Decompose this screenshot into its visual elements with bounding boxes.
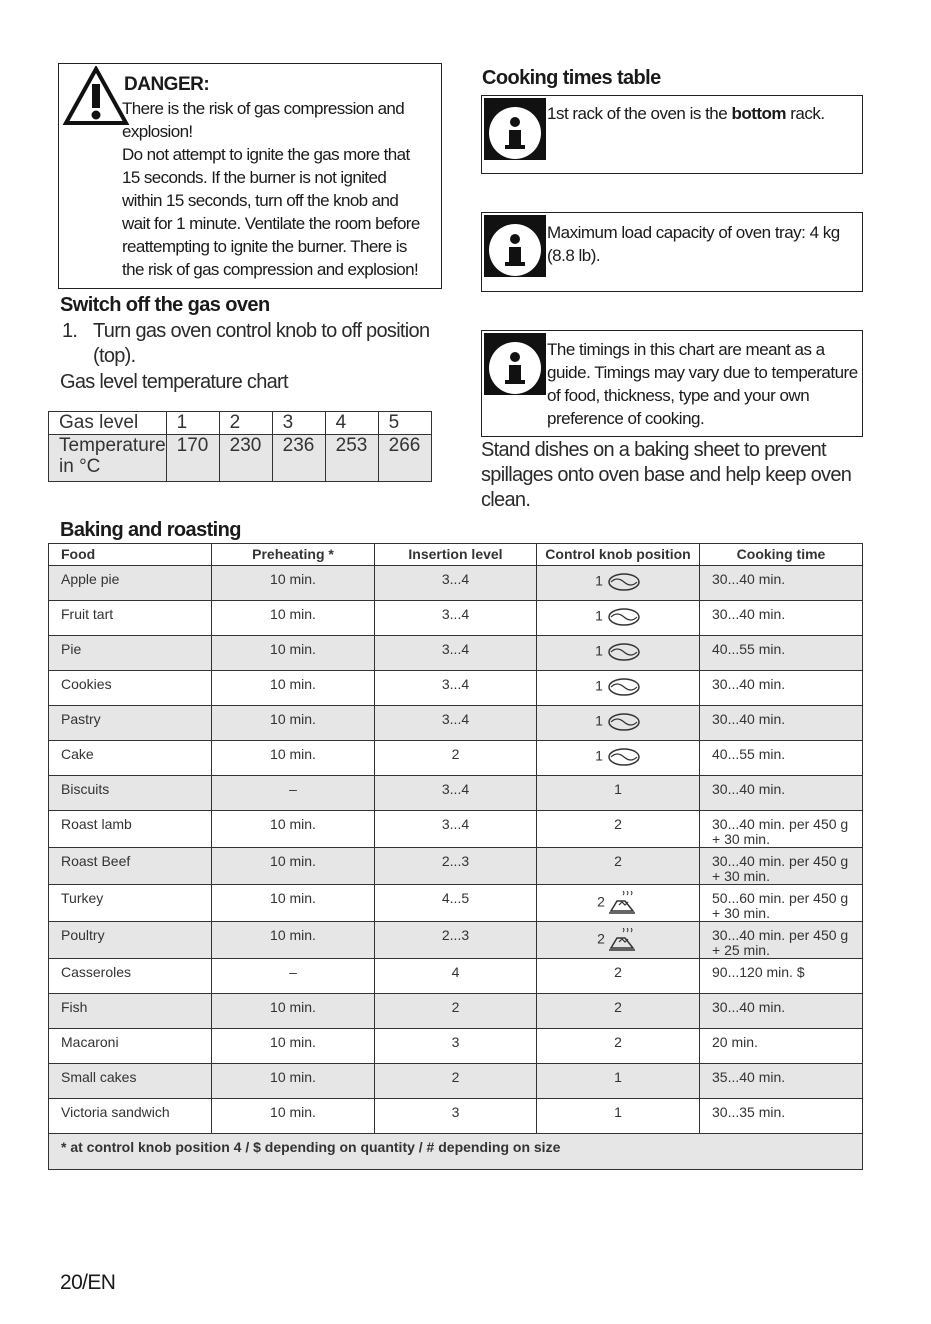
info-icon (484, 98, 546, 160)
knob-position-cell (537, 741, 700, 776)
info-timings-line: preference of cooking. (547, 409, 705, 428)
food-cell: Pastry (49, 706, 212, 741)
fan-heater-icon (603, 607, 641, 627)
cooking-time-value: 30...40 min. (712, 781, 786, 797)
insertion-level-cell: 3...4 (375, 776, 537, 811)
food-cell: Small cakes (49, 1064, 212, 1099)
baking-table (48, 543, 863, 1170)
knob-position-cell (537, 706, 700, 741)
fan-heater-icon (603, 747, 641, 767)
step-text-cont: (top). (93, 345, 136, 367)
baking-heading: Baking and roasting (60, 519, 241, 541)
knob-position-value: 2 (614, 999, 622, 1015)
gas-level-cell: 5 (378, 412, 431, 435)
cooking-time-cell (700, 994, 863, 1029)
cooking-time-cell (700, 776, 863, 811)
switch-off-heading: Switch off the gas oven (60, 294, 270, 316)
insertion-level-cell: 2...3 (375, 922, 537, 959)
temperature-cell: 236 (272, 435, 325, 482)
preheating-cell: 10 min. (212, 566, 375, 601)
cooking-time-value: 30...35 min. (712, 1104, 786, 1120)
knob-position-value: 1 (614, 781, 622, 797)
gas-level-cell: 1 (166, 412, 219, 435)
gas-chart-title: Gas level temperature chart (60, 371, 288, 393)
gas-level-table (48, 411, 432, 482)
knob-position-cell (537, 885, 700, 922)
danger-line: the risk of gas compression and explosion! (122, 260, 419, 279)
knob-position-value: 2 (597, 893, 605, 910)
food-cell: Casseroles (49, 959, 212, 994)
danger-line: Do not attempt to ignite the gas more that (122, 145, 410, 164)
cooking-time-cell (700, 601, 863, 636)
preheating-cell: 10 min. (212, 741, 375, 776)
cooking-time-value: 30...40 min. (712, 606, 786, 622)
cooking-time-cell (700, 566, 863, 601)
knob-position-cell (537, 848, 700, 885)
baking-header-row (49, 544, 863, 566)
info-icon (484, 333, 546, 395)
danger-box (58, 63, 442, 289)
header-cooking-time: Cooking time (700, 544, 863, 566)
knob-position-cell (537, 811, 700, 848)
grill-icon (605, 928, 639, 952)
food-cell: Fruit tart (49, 601, 212, 636)
table-row (49, 741, 863, 776)
food-cell: Victoria sandwich (49, 1099, 212, 1134)
fan-heater-icon (603, 642, 641, 662)
temperature-label-line1: Temperature (59, 435, 166, 456)
food-cell: Pie (49, 636, 212, 671)
temperature-cell: 230 (219, 435, 272, 482)
cooking-time-extra: + 30 min. (712, 905, 770, 921)
table-row (49, 994, 863, 1029)
table-row (49, 885, 863, 922)
insertion-level-cell: 2 (375, 741, 537, 776)
insertion-level-cell: 3 (375, 1099, 537, 1134)
table-row (49, 776, 863, 811)
insertion-level-cell: 3 (375, 1029, 537, 1064)
cooking-time-value: 30...40 min. (712, 676, 786, 692)
cooking-time-cell (700, 959, 863, 994)
temperature-label (49, 435, 167, 482)
danger-line: explosion! (122, 122, 193, 141)
gas-level-cell: 2 (219, 412, 272, 435)
preheating-cell: 10 min. (212, 994, 375, 1029)
knob-position-value: 1 (595, 642, 603, 659)
insertion-level-cell: 4...5 (375, 885, 537, 922)
food-cell: Cookies (49, 671, 212, 706)
info-box-rack (481, 95, 863, 174)
danger-line: 15 seconds. If the burner is not ignited (122, 168, 387, 187)
insertion-level-cell: 3...4 (375, 636, 537, 671)
knob-position-cell (537, 1099, 700, 1134)
danger-title: DANGER: (124, 74, 210, 95)
cooking-time-value: 50...60 min. per 450 g (712, 890, 849, 906)
header-knob-position: Control knob position (537, 544, 700, 566)
baking-footnote: * at control knob position 4 / $ depending on quantity / # depending on size (49, 1134, 863, 1170)
cooking-time-cell (700, 848, 863, 885)
knob-position-value: 2 (614, 964, 622, 980)
cooking-time-cell (700, 1029, 863, 1064)
preheating-cell: 10 min. (212, 706, 375, 741)
table-row (49, 671, 863, 706)
knob-position-cell (537, 566, 700, 601)
table-row (49, 601, 863, 636)
table-row (49, 1099, 863, 1134)
info-timings-line: The timings in this chart are meant as a (547, 340, 825, 359)
table-row (49, 636, 863, 671)
insertion-level-cell: 4 (375, 959, 537, 994)
preheating-cell: 10 min. (212, 636, 375, 671)
cooking-time-extra: + 25 min. (712, 942, 770, 958)
knob-position-cell (537, 994, 700, 1029)
table-row (49, 1029, 863, 1064)
info-rack-text-post: rack. (786, 104, 825, 123)
food-cell: Macaroni (49, 1029, 212, 1064)
cooking-time-extra: + 30 min. (712, 831, 770, 847)
header-food: Food (49, 544, 212, 566)
preheating-cell: 10 min. (212, 885, 375, 922)
gas-level-cell: 3 (272, 412, 325, 435)
insertion-level-cell: 2 (375, 994, 537, 1029)
danger-line: within 15 seconds, turn off the knob and (122, 191, 399, 210)
table-row (49, 566, 863, 601)
cooking-times-heading: Cooking times table (482, 67, 661, 89)
cooking-time-cell (700, 922, 863, 959)
food-cell: Roast Beef (49, 848, 212, 885)
knob-position-value: 1 (614, 1069, 622, 1085)
knob-position-cell (537, 959, 700, 994)
knob-position-value: 1 (614, 1104, 622, 1120)
preheating-cell: 10 min. (212, 1029, 375, 1064)
food-cell: Roast lamb (49, 811, 212, 848)
info-box-load (481, 212, 863, 292)
cooking-time-value: 30...40 min. per 450 g (712, 816, 849, 832)
preheating-cell: 10 min. (212, 848, 375, 885)
preheating-cell: 10 min. (212, 601, 375, 636)
stand-dishes-text: clean. (481, 489, 531, 511)
food-cell: Biscuits (49, 776, 212, 811)
food-cell: Cake (49, 741, 212, 776)
knob-position-cell (537, 922, 700, 959)
warning-triangle-icon (63, 66, 129, 126)
step-number: 1. (62, 320, 78, 342)
knob-position-cell (537, 776, 700, 811)
step-text: Turn gas oven control knob to off position (93, 320, 430, 342)
cooking-time-cell (700, 671, 863, 706)
preheating-cell: 10 min. (212, 1099, 375, 1134)
knob-position-cell (537, 601, 700, 636)
stand-dishes-text: Stand dishes on a baking sheet to prevent (481, 439, 826, 461)
cooking-time-value: 30...40 min. (712, 571, 786, 587)
insertion-level-cell: 3...4 (375, 706, 537, 741)
insertion-level-cell: 3...4 (375, 601, 537, 636)
insertion-level-cell: 3...4 (375, 811, 537, 848)
preheating-cell: 10 min. (212, 922, 375, 959)
info-load-line1: Maximum load capacity of oven tray: 4 kg (547, 223, 840, 242)
preheating-cell: 10 min. (212, 1064, 375, 1099)
knob-position-value: 1 (595, 607, 603, 624)
preheating-cell: – (212, 776, 375, 811)
info-load-line2: (8.8 lb). (547, 246, 601, 265)
fan-heater-icon (603, 712, 641, 732)
cooking-time-cell (700, 1064, 863, 1099)
insertion-level-cell: 2 (375, 1064, 537, 1099)
food-cell: Fish (49, 994, 212, 1029)
info-icon (484, 215, 546, 277)
table-row (49, 848, 863, 885)
info-rack-text-pre: 1st rack of the oven is the (547, 104, 732, 123)
food-cell: Poultry (49, 922, 212, 959)
knob-position-value: 1 (595, 747, 603, 764)
knob-position-cell (537, 1064, 700, 1099)
table-row (49, 959, 863, 994)
temperature-label-line2: in °C (59, 456, 101, 477)
table-row (49, 1064, 863, 1099)
table-row (49, 811, 863, 848)
gas-level-label: Gas level (49, 412, 167, 435)
info-rack-text-bold: bottom (731, 104, 787, 123)
cooking-time-value: 20 min. (712, 1034, 758, 1050)
temperature-cell: 253 (325, 435, 378, 482)
preheating-cell: 10 min. (212, 811, 375, 848)
page-number: 20/EN (60, 1271, 116, 1294)
insertion-level-cell: 3...4 (375, 671, 537, 706)
info-box-timings (481, 330, 863, 437)
header-preheating: Preheating * (212, 544, 375, 566)
knob-position-value: 1 (595, 677, 603, 694)
insertion-level-cell: 2...3 (375, 848, 537, 885)
temperature-cell: 170 (166, 435, 219, 482)
knob-position-value: 2 (614, 1034, 622, 1050)
cooking-time-value: 40...55 min. (712, 746, 786, 762)
cooking-time-value: 90...120 min. $ (712, 964, 805, 980)
grill-icon (605, 891, 639, 915)
cooking-time-cell (700, 811, 863, 848)
danger-line: There is the risk of gas compression and (122, 99, 405, 118)
knob-position-value: 2 (614, 853, 622, 869)
fan-heater-icon (603, 572, 641, 592)
cooking-time-cell (700, 636, 863, 671)
gas-level-cell: 4 (325, 412, 378, 435)
cooking-time-value: 30...40 min. (712, 711, 786, 727)
info-timings-line: guide. Timings may vary due to temperature (547, 363, 858, 382)
stand-dishes-text: spillages onto oven base and help keep oven (481, 464, 852, 486)
knob-position-value: 1 (595, 572, 603, 589)
cooking-time-cell (700, 706, 863, 741)
preheating-cell: 10 min. (212, 671, 375, 706)
knob-position-value: 1 (595, 712, 603, 729)
header-insertion-level: Insertion level (375, 544, 537, 566)
cooking-time-value: 40...55 min. (712, 641, 786, 657)
knob-position-cell (537, 636, 700, 671)
temperature-cell: 266 (378, 435, 431, 482)
danger-line: reattempting to ignite the burner. There is (122, 237, 407, 256)
cooking-time-extra: + 30 min. (712, 868, 770, 884)
cooking-time-cell (700, 741, 863, 776)
cooking-time-cell (700, 1099, 863, 1134)
table-row (49, 922, 863, 959)
cooking-time-value: 30...40 min. per 450 g (712, 927, 849, 943)
preheating-cell: – (212, 959, 375, 994)
fan-heater-icon (603, 677, 641, 697)
food-cell: Apple pie (49, 566, 212, 601)
knob-position-value: 2 (614, 816, 622, 832)
cooking-time-value: 30...40 min. per 450 g (712, 853, 849, 869)
knob-position-cell (537, 671, 700, 706)
info-rack-text (547, 104, 825, 124)
danger-line: wait for 1 minute. Ventilate the room before (122, 214, 420, 233)
cooking-time-cell (700, 885, 863, 922)
info-timings-line: of food, thickness, type and your own (547, 386, 810, 405)
insertion-level-cell: 3...4 (375, 566, 537, 601)
cooking-time-value: 35...40 min. (712, 1069, 786, 1085)
knob-position-value: 2 (597, 930, 605, 947)
knob-position-cell (537, 1029, 700, 1064)
cooking-time-value: 30...40 min. (712, 999, 786, 1015)
table-row (49, 706, 863, 741)
food-cell: Turkey (49, 885, 212, 922)
